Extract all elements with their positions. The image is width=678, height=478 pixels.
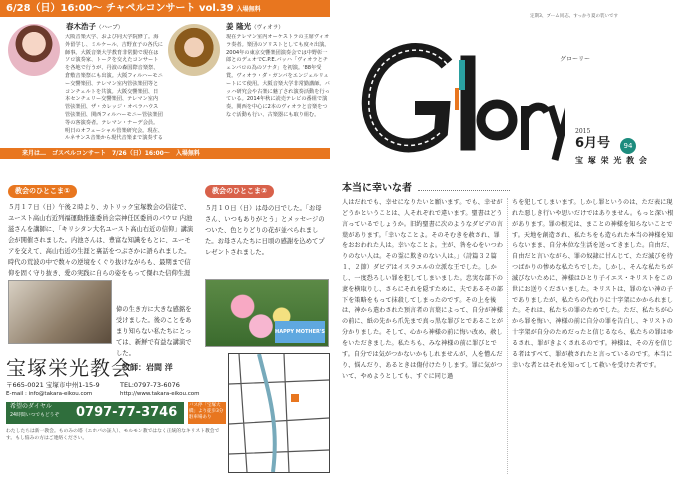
performer1-instrument: （ハープ） <box>96 25 124 31</box>
performer2-name-text: 姜 隆光 <box>226 22 252 31</box>
masthead-note: 定期3、ブーム同志、すっかり夏の装いです <box>530 14 618 19</box>
article-title-rule <box>418 190 510 191</box>
footer-note: わたしたちは新一教会。ものみの塔（エホバの証人）、モルモン教ではなく正統的なキリスト教会です。もし悩みの方はご連絡ください。 <box>6 429 220 442</box>
mothers-day-card: HAPPY MOTHER'S <box>275 321 325 343</box>
concert-header <box>0 0 330 17</box>
hitokoto1-body2: 偉の生き方に大きな感銘を受けました。後のことをあまり知らない私たちにとっては、新鮮で有益な講演でした。 <box>116 306 192 358</box>
issue-year: 2015 <box>575 128 591 135</box>
performer2-bio: 現在テレマン室内オーケストラの主席ヴィオラ奏者。楽団のソリストとしても度々出演。2004年の東京交響楽団演奏会では中野彰一郎とのデュオでC.P.E.バッハ「ヴィオラとチェンバロの為のソナタ」を初演。'88年受賞。ヴィオラ・ダ・ガンバをエンジェルリュートにて使用。大阪音楽大学非常勤講師。バッハ研究会や古楽に魅了され演奏活動を行っている。2014年秋に読売テレビの番組で演奏。関西を中心に2本のヴィオラと音楽をつなぐ活動も行い、古楽器にも取り組む。 <box>226 34 330 118</box>
church-name: 宝塚栄光教会 <box>6 356 132 380</box>
lecture-photo <box>8 280 112 344</box>
article-col1: 人はだれでも、幸せになりたいと願います。でも、幸せがどうかということは、人それぞれで違います。聖書はどう言っているでしょうか。旧約聖書に次のようなダビデの言葉があります。「幸いなことよ。そのそむきを赦され、罪をおおわれた人は。幸いなことよ。主が、咎を心をいつわりのない人は。その霊に欺きのない人は。」（詩篇３２篇１、２節）ダビデはイスラエルの立派な王でした。しかし、一度恐ろしい罪を犯してしまいました。忠実な部下の妻を横取りし、さらにそれを隠すために、夫であるその部下を策略をもって抹殺してしまったのです。その上を後は、神から遣わされた預言者の言葉によって、自分が神様の前に、紙の先から爪先まで真っ黒な罪びとであることが分かりました。そして、心から神様の前に悔い改め、赦しをいただきました。私たちも、みな神様の前に罪びとです。自分では気がつかないかもしれませんが、人を憎んだり、悩んだり、あるときは傷付けたりします。罪に気がついて、やめようとしても、すぐに同じ過 <box>342 199 504 380</box>
gospel-banner: 来月は… ゴスペルコンサート 7/26（日）16:00～ 入場無料 <box>0 148 330 159</box>
glory-logo <box>355 28 565 168</box>
issue-month: 6月号 <box>575 136 611 151</box>
performer1-name-text: 春木浩子 <box>66 22 96 31</box>
pastor: 牧師：岩間 洋 <box>122 363 173 372</box>
church-map <box>228 353 330 473</box>
performer2-photo <box>168 24 220 76</box>
email: E-mail : info@takara-eikou.com <box>6 391 93 397</box>
telephone: TEL:0797-73-6076 <box>120 381 180 389</box>
article-title: 本当に幸いな者 <box>342 183 412 194</box>
map-graphic <box>229 354 329 472</box>
hitokoto1-title: 教会のひとこま① <box>8 185 77 198</box>
masthead-church: 宝 塚 栄 光 教 会 <box>575 156 648 165</box>
column-divider <box>507 198 508 474</box>
article-col2: ちを犯してしまいます。しかし罪というのは、ただ表に現れた悪しき行いや思いだけではありません。もっと深い根があります。罪の根元は、まことの神様を知らないことです。天地を創造され、私たちをも造られた本当の神様を知らないまま、自分本位な生活を送ってきました。自由だ、自由だと言いながら、罪の奴隷に甘んじて、ただ滅びを待つばかりの惨めな私たちでした。しかし、そんな私たちが滅びないために、神様はひとり子イエス・キリストをこの世にお送りくださいました。キリストは、罪のない神の子でありましたが、私たちの代わりに十字架にかかられました。それは、私たちの罪のためでした。ただ、私たちが心から罪を悔い、神様の前に自分の罪を告白し、キリストの十字架が自分のためだったと信じるなら、私たちの罪はゆるされ、罪がきよくされるのです。神様は、その方を信じる者はすべて、罪が赦されたと言っているのです。本当に幸いな者とはそれを知ってして救いを受けた者です。 <box>512 199 674 369</box>
hitokoto2-body: ５月１０日（日）は母の日でした。「お母さん、いつもありがとう」とメッセージのついた、色とりどりの花が並べられました。お母さんたちに日頃の感謝を込めてプレゼントされました。 <box>205 205 325 257</box>
flowers-photo <box>205 279 329 347</box>
map-note: バス停「宝塚大橋」より徒歩3分 駐車場あり <box>188 402 226 424</box>
hope-dial-number: 0797-77-3746 <box>76 405 178 420</box>
logo-ruby: グローリー <box>560 56 591 63</box>
concert-header-text: 6/28（日）16:00～ チャペルコンサート vol.39 <box>6 3 234 14</box>
postal-address: 〒665-0021 宝塚市中州1-15-9 <box>6 381 100 389</box>
hope-dial-box <box>6 402 184 424</box>
website-link[interactable]: http://www.takara-eikou.com <box>120 391 200 397</box>
performer1-name <box>66 22 176 32</box>
hitokoto1-body: ５月１７日（日）午後２時より、カトリック宝塚教会の信徒で、ユースト高山右近列福運動推進委員会宗神任区委員のパウロ 内池 滋さんを講師に、「キリシタン大名ユースト高山右近の信仰」講演会が開催されました。内池さんは、豊富な知識をもとに、ユーモアを交えて、高山右近の生涯と裏話をつぶさかに語られました。時代の荒波の中で数々の逆境をくぐり抜けながらも、最期まで信仰を固く守り抜き、愛の実践に自らの姿をもって傑れた信仰生涯 <box>8 204 194 278</box>
hope-dial-sub: 24時間いつでもどうぞ <box>10 413 60 418</box>
performer2-instrument: （ヴィオラ） <box>251 25 284 31</box>
hitokoto2-title: 教会のひとこま② <box>205 185 274 198</box>
performer2-name <box>226 22 330 32</box>
performer1-bio: 大阪音楽大学、および同大学院修了。海外留学し、ミルケール、吉野直子の各氏に師事。大阪音楽大学教育非常勤で現在はソロ演奏家、トークを交えたコンサートを各地で行うが、丹波の森国際音楽祭、倉敷音楽祭にも出演。大阪フィルハーモニー交響楽団、テレマン室内管弦楽団等とコンチェルトを共演。大阪交響楽団、日本センチュリー交響楽団、テレマン室内管弦楽団、ザ・カレッジ・オペラハウス管弦楽団、関西フィルハーモニー管弦楽団等の客演奏者。テレマン・ナーデ会員。明日のオフェーシャル管楽研究会。現在、ルネサンス音楽から現代音楽まで演奏する <box>65 34 163 142</box>
issue-number-badge: 94 <box>620 138 636 154</box>
glory-logo-art <box>355 28 565 168</box>
hope-dial-label: 希望のダイヤル <box>10 403 52 410</box>
concert-fee: 入場無料 <box>236 6 261 13</box>
